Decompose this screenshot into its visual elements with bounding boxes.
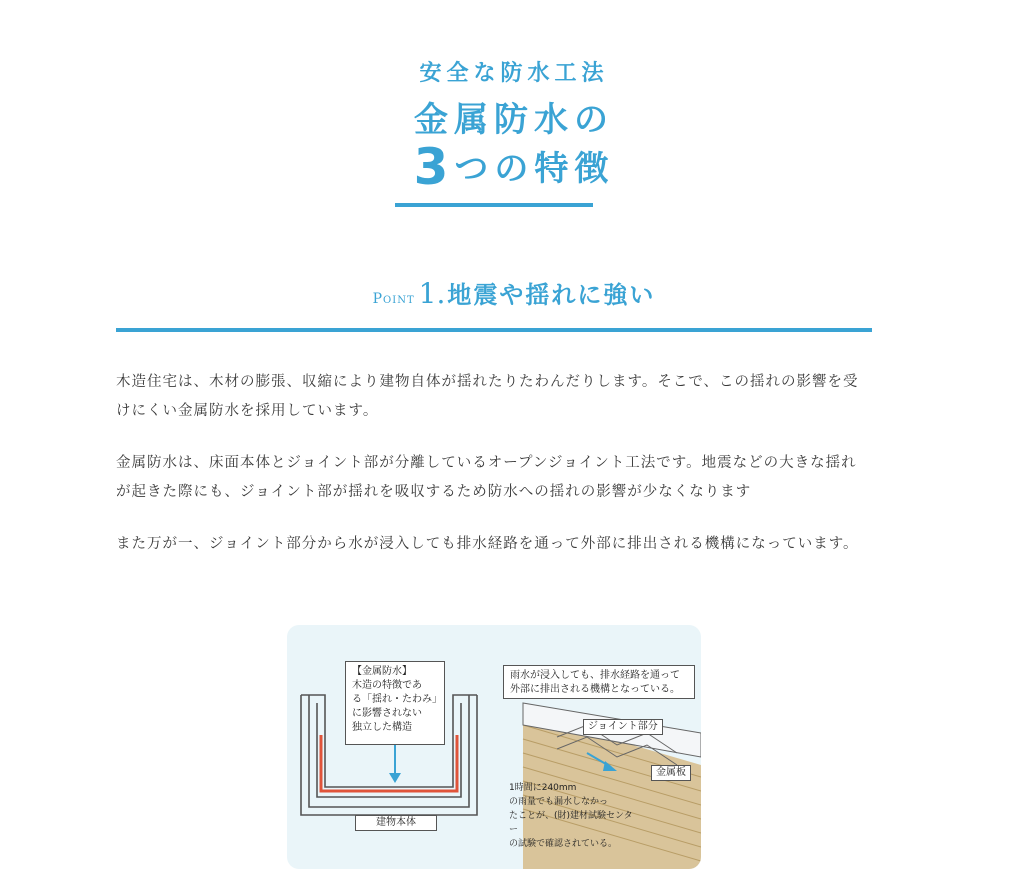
- point-divider: [116, 328, 872, 332]
- point-label: Point: [372, 291, 415, 307]
- callout-line: に影響されない: [352, 708, 422, 719]
- paragraph: また万が一、ジョイント部分から水が浸入しても排水経路を通って外部に排出される機構になっています。: [116, 536, 859, 552]
- label-metal-plate: 金属板: [651, 765, 691, 781]
- label-building-body: 建物本体: [355, 815, 437, 831]
- hero-subtitle: 安全な防水工法: [419, 61, 609, 86]
- callout-metal-waterproofing: [345, 661, 445, 745]
- paragraph: 金属防水は、床面本体とジョイント部が分離しているオープンジョイント工法です。地震などの大きな揺れが起きた際にも、ジョイント部が揺れを吸収するため防水への揺れの影響が少なくなります: [116, 455, 857, 500]
- point-title: 地震や揺れに強い: [447, 281, 656, 309]
- callout-line: る「揺れ・たわみ」: [352, 694, 442, 705]
- hero-title-rest: つの特徴: [454, 149, 615, 189]
- label-joint: ジョイント部分: [583, 719, 663, 735]
- callout-line: 【金属防水】: [352, 666, 412, 677]
- point-number: 1.: [418, 277, 446, 310]
- note-line: の試験で確認されている。: [509, 839, 618, 849]
- callout-line: 雨水が浸入しても、排水経路を通って: [510, 670, 680, 681]
- hero-underline: [395, 203, 593, 207]
- hero-number: 3: [413, 138, 455, 196]
- callout-line: 外部に排出される機構となっている。: [510, 684, 680, 695]
- callout-line: 独立した構造: [352, 722, 412, 733]
- waterproofing-diagram: [287, 625, 701, 869]
- test-note: [509, 781, 639, 851]
- note-line: の雨量でも漏水しなかっ: [509, 797, 609, 807]
- note-line: 1時間に240mm: [509, 783, 577, 793]
- hero-title-line: [0, 138, 1028, 196]
- point-heading: [0, 275, 1028, 310]
- callout-drainage: [503, 665, 695, 699]
- arrow-head-icon: [389, 773, 401, 783]
- paragraph: 木造住宅は、木材の膨張、収縮により建物自体が揺れたりたわんだりします。そこで、この揺れの影響を受けにくい金属防水を採用しています。: [116, 374, 859, 419]
- hero-title-line: 金属防水の: [414, 100, 614, 140]
- callout-line: 木造の特徴であ: [352, 680, 422, 691]
- note-line: たことが、(財)建材試験センター: [509, 811, 633, 835]
